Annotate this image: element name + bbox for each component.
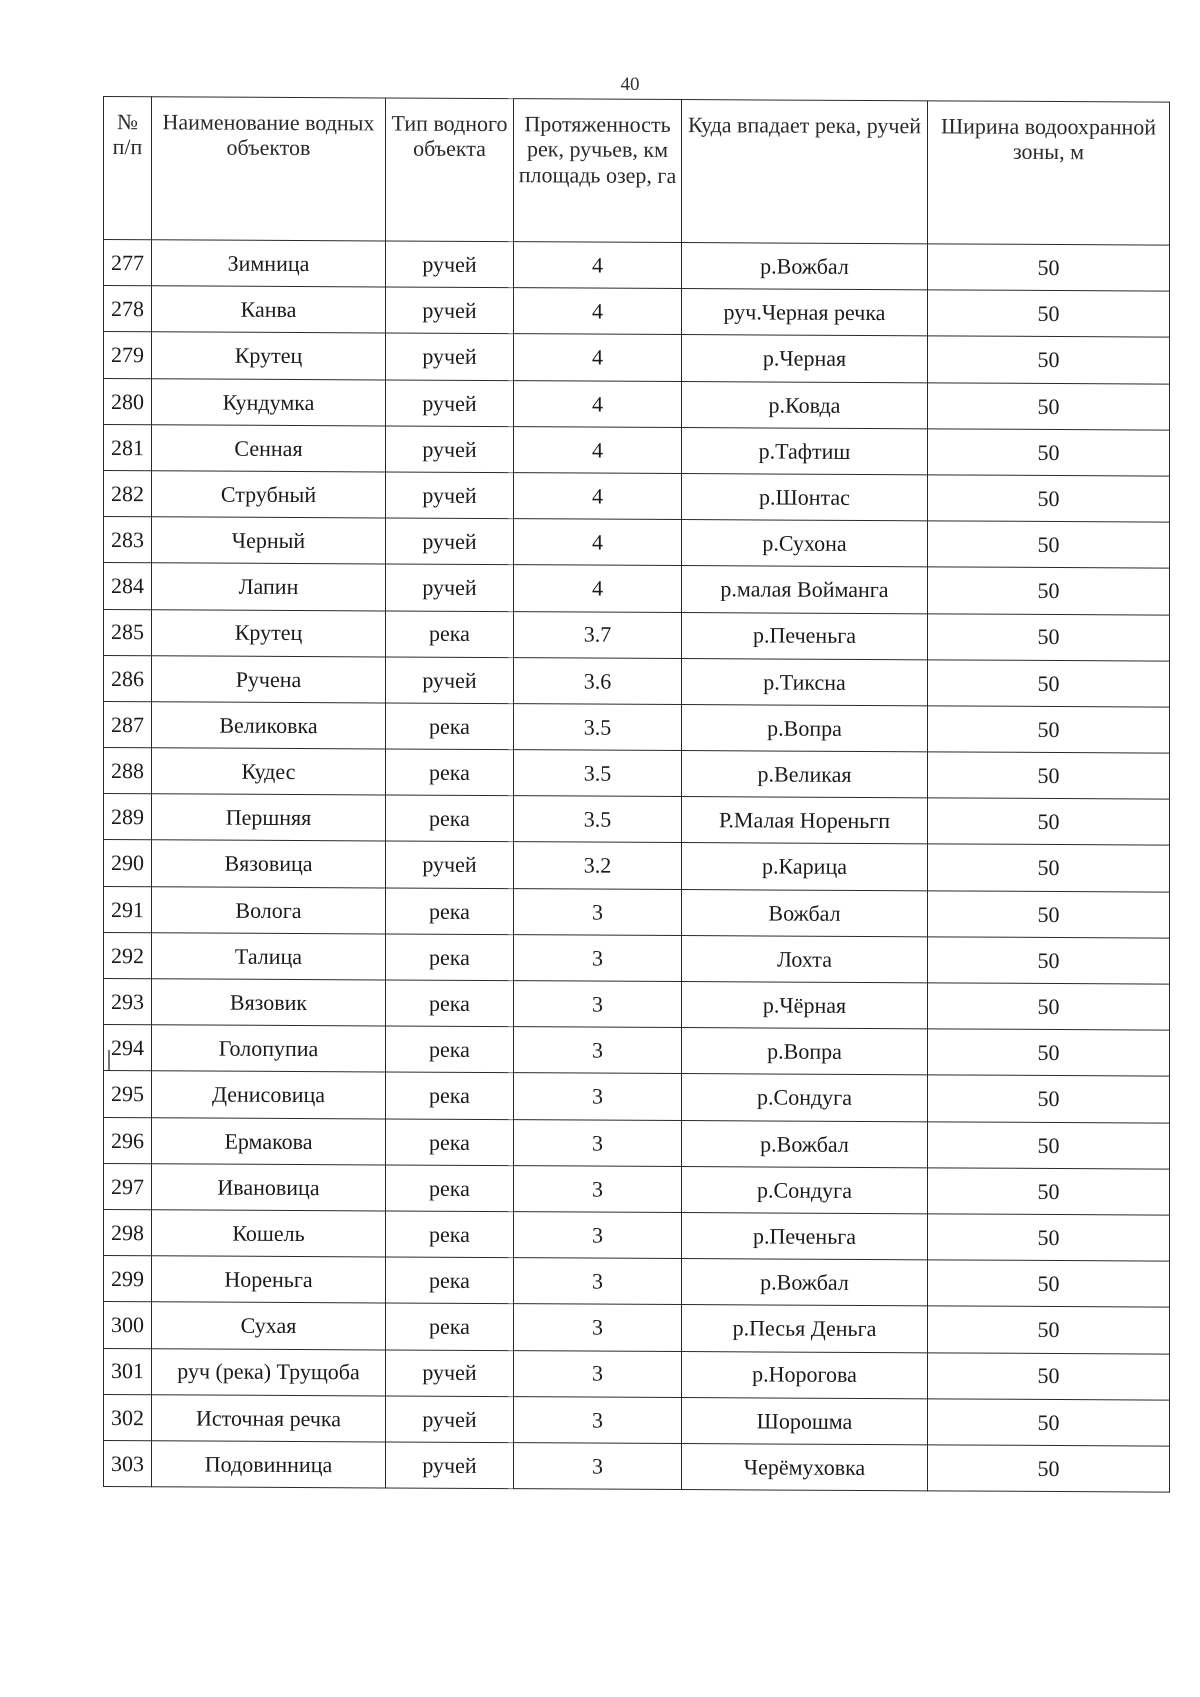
cell-width: 50 (928, 1168, 1170, 1215)
cell-destination: Шорошма (682, 1397, 928, 1444)
cell-num: 292 (104, 932, 152, 978)
table-row (104, 979, 1170, 1031)
table-row (104, 655, 1170, 707)
table-row (104, 286, 1170, 338)
cell-type: ручей (386, 241, 514, 288)
cell-width: 50 (928, 613, 1170, 660)
cell-type: ручей (386, 518, 514, 565)
cell-width: 50 (928, 382, 1170, 429)
cell-destination: р.Карица (682, 843, 928, 890)
cell-name: Кундумка (152, 378, 386, 425)
cell-destination: Вожбал (682, 889, 928, 936)
cell-destination: Р.Малая Нореньгп (682, 797, 928, 844)
cell-type: река (386, 1165, 514, 1212)
cell-type: ручей (386, 1349, 514, 1396)
cell-width: 50 (928, 567, 1170, 614)
cell-destination: р.Сондуга (682, 1074, 928, 1121)
cell-num: 285 (104, 609, 152, 655)
cell-name: Великовка (152, 702, 386, 749)
cell-destination: р.Вопра (682, 704, 928, 751)
table-row (104, 748, 1170, 800)
header-type: Тип водного объекта (386, 98, 514, 242)
cell-name: Струбный (152, 471, 386, 518)
cell-length: 4 (514, 288, 682, 335)
cell-num: 294 (104, 1025, 152, 1071)
cell-name: Лапин (152, 563, 386, 610)
cell-destination: р.Тиксна (682, 658, 928, 705)
cell-destination: р.Вопра (682, 1028, 928, 1075)
cell-destination: р.Великая (682, 751, 928, 798)
header-width: Ширина водоохранной зоны, м (928, 101, 1170, 245)
table-row (104, 1209, 1170, 1261)
cell-name: Сухая (152, 1302, 386, 1349)
cell-type: ручей (386, 472, 514, 519)
cell-name: Вязовица (152, 840, 386, 887)
cell-length: 3 (514, 1212, 682, 1259)
table-row (104, 378, 1170, 430)
cell-type: река (386, 1119, 514, 1166)
cell-length: 3 (514, 1396, 682, 1443)
cell-width: 50 (928, 706, 1170, 753)
cell-width: 50 (928, 1121, 1170, 1168)
cell-name: Першняя (152, 794, 386, 841)
cell-name: Крутец (152, 609, 386, 656)
cell-length: 3.5 (514, 796, 682, 843)
cell-type: ручей (386, 380, 514, 427)
cell-destination: р.Чёрная (682, 982, 928, 1029)
cell-destination: р.Ковда (682, 381, 928, 428)
table-row (104, 1025, 1170, 1077)
cell-type: ручей (386, 287, 514, 334)
cell-width: 50 (928, 1260, 1170, 1307)
cell-destination: руч.Черная речка (682, 289, 928, 336)
cell-num: 302 (104, 1394, 152, 1440)
cell-destination: р.Сондуга (682, 1166, 928, 1213)
cell-num: 288 (104, 748, 152, 794)
cell-type: ручей (386, 564, 514, 611)
cell-num: 281 (104, 424, 152, 470)
cell-width: 50 (928, 798, 1170, 845)
scan-mark (108, 1050, 110, 1070)
cell-num: 293 (104, 979, 152, 1025)
cell-num: 277 (104, 240, 152, 286)
table-row (104, 517, 1170, 569)
cell-length: 3 (514, 1443, 682, 1490)
cell-length: 3 (514, 1165, 682, 1212)
cell-name: Кошель (152, 1210, 386, 1257)
cell-num: 299 (104, 1256, 152, 1302)
cell-length: 3 (514, 1304, 682, 1351)
cell-name: Вологa (152, 886, 386, 933)
cell-length: 4 (514, 334, 682, 381)
table-row (104, 1117, 1170, 1169)
table-body (104, 240, 1170, 1493)
cell-destination: р.Норогова (682, 1351, 928, 1398)
cell-num: 295 (104, 1071, 152, 1117)
cell-num: 297 (104, 1163, 152, 1209)
cell-width: 50 (928, 290, 1170, 337)
table-row (104, 1394, 1170, 1446)
cell-width: 50 (928, 890, 1170, 937)
table-row (104, 563, 1170, 615)
cell-length: 3.5 (514, 704, 682, 751)
cell-name: Ручена (152, 655, 386, 702)
cell-width: 50 (928, 1352, 1170, 1399)
cell-length: 4 (514, 473, 682, 520)
cell-destination: р.Вожбал (682, 1120, 928, 1167)
table-row (104, 932, 1170, 984)
cell-length: 3 (514, 934, 682, 981)
cell-type: река (386, 795, 514, 842)
cell-num: 279 (104, 332, 152, 378)
table-header-row (104, 97, 1170, 246)
cell-num: 296 (104, 1117, 152, 1163)
cell-name: Ивановица (152, 1164, 386, 1211)
cell-length: 4 (514, 242, 682, 289)
table-row (104, 1348, 1170, 1400)
cell-width: 50 (928, 1445, 1170, 1492)
cell-destination: р.Черная (682, 335, 928, 382)
cell-destination: р.Тафтиш (682, 427, 928, 474)
cell-type: ручей (386, 841, 514, 888)
cell-type: река (386, 1257, 514, 1304)
cell-width: 50 (928, 244, 1170, 291)
cell-name: руч (река) Трущоба (152, 1348, 386, 1395)
cell-type: ручей (386, 426, 514, 473)
cell-destination: р.Шонтас (682, 473, 928, 520)
cell-type: река (386, 1072, 514, 1119)
cell-type: река (386, 610, 514, 657)
cell-num: 286 (104, 655, 152, 701)
cell-length: 3 (514, 981, 682, 1028)
header-name: Наименование водных объектов (152, 97, 386, 241)
table-row (104, 1302, 1170, 1354)
cell-length: 3 (514, 1258, 682, 1305)
cell-name: Талица (152, 933, 386, 980)
cell-type: река (386, 980, 514, 1027)
cell-width: 50 (928, 660, 1170, 707)
cell-type: река (386, 934, 514, 981)
cell-length: 3.5 (514, 750, 682, 797)
water-bodies-table (103, 96, 1170, 1493)
cell-num: 300 (104, 1302, 152, 1348)
cell-destination: р.Сухона (682, 520, 928, 567)
cell-name: Источная речка (152, 1394, 386, 1441)
cell-width: 50 (928, 521, 1170, 568)
cell-name: Голопупиа (152, 1025, 386, 1072)
cell-name: Подовинница (152, 1441, 386, 1488)
cell-length: 3.6 (514, 657, 682, 704)
cell-type: река (386, 1303, 514, 1350)
cell-name: Сенная (152, 425, 386, 472)
cell-type: река (386, 1211, 514, 1258)
cell-destination: р.Вожбал (682, 1259, 928, 1306)
cell-length: 3 (514, 1350, 682, 1397)
cell-width: 50 (928, 1029, 1170, 1076)
cell-width: 50 (928, 429, 1170, 476)
table-row (104, 701, 1170, 753)
cell-type: ручей (386, 657, 514, 704)
page-number: 40 (620, 74, 640, 95)
cell-width: 50 (928, 1306, 1170, 1353)
cell-destination: Черёмуховка (682, 1443, 928, 1490)
cell-length: 3.2 (514, 842, 682, 889)
cell-width: 50 (928, 1075, 1170, 1122)
cell-width: 50 (928, 1214, 1170, 1261)
cell-num: 303 (104, 1440, 152, 1486)
cell-type: ручей (386, 1442, 514, 1489)
table-row (104, 609, 1170, 661)
cell-num: 283 (104, 517, 152, 563)
cell-length: 3 (514, 888, 682, 935)
cell-name: Зимница (152, 240, 386, 287)
cell-type: ручей (386, 333, 514, 380)
cell-num: 282 (104, 470, 152, 516)
cell-destination: р.Песья Деньга (682, 1305, 928, 1352)
cell-length: 4 (514, 426, 682, 473)
cell-width: 50 (928, 937, 1170, 984)
cell-num: 298 (104, 1209, 152, 1255)
cell-name: Черный (152, 517, 386, 564)
cell-num: 280 (104, 378, 152, 424)
cell-num: 291 (104, 886, 152, 932)
cell-num: 290 (104, 840, 152, 886)
table-row (104, 424, 1170, 476)
cell-length: 3 (514, 1073, 682, 1120)
cell-length: 4 (514, 519, 682, 566)
cell-name: Канва (152, 286, 386, 333)
cell-width: 50 (928, 983, 1170, 1030)
cell-name: Крутец (152, 332, 386, 379)
cell-length: 3.7 (514, 611, 682, 658)
table-row (104, 1163, 1170, 1215)
cell-length: 4 (514, 380, 682, 427)
cell-name: Ермакова (152, 1117, 386, 1164)
cell-type: река (386, 1026, 514, 1073)
cell-destination: р.малая Войманга (682, 566, 928, 613)
cell-width: 50 (928, 1399, 1170, 1446)
cell-width: 50 (928, 844, 1170, 891)
cell-num: 289 (104, 794, 152, 840)
header-destination: Куда впадает река, ручей (682, 100, 928, 244)
cell-num: 301 (104, 1348, 152, 1394)
cell-name: Денисовица (152, 1071, 386, 1118)
table-row (104, 332, 1170, 384)
cell-type: ручей (386, 1396, 514, 1443)
cell-destination: Лохта (682, 935, 928, 982)
cell-destination: р.Печеньга (682, 612, 928, 659)
cell-length: 3 (514, 1027, 682, 1074)
cell-type: река (386, 703, 514, 750)
header-length: Протяженность рек, ручьев, км площадь озер, га (514, 99, 682, 243)
header-num: № п/п (104, 97, 152, 240)
cell-width: 50 (928, 475, 1170, 522)
cell-name: Нореньга (152, 1256, 386, 1303)
table-row (104, 470, 1170, 522)
cell-destination: р.Вожбал (682, 243, 928, 290)
table-row (104, 794, 1170, 846)
table-row (104, 1071, 1170, 1123)
table-row (104, 840, 1170, 892)
cell-num: 287 (104, 701, 152, 747)
cell-width: 50 (928, 752, 1170, 799)
cell-name: Вязовик (152, 979, 386, 1026)
cell-length: 3 (514, 1119, 682, 1166)
cell-destination: р.Печеньга (682, 1212, 928, 1259)
table-row (104, 1440, 1170, 1492)
cell-num: 278 (104, 286, 152, 332)
cell-width: 50 (928, 336, 1170, 383)
cell-length: 4 (514, 565, 682, 612)
cell-num: 284 (104, 563, 152, 609)
table-row (104, 240, 1170, 292)
table-row (104, 886, 1170, 938)
cell-name: Кудес (152, 748, 386, 795)
cell-type: река (386, 888, 514, 935)
table-row (104, 1256, 1170, 1308)
cell-type: река (386, 749, 514, 796)
